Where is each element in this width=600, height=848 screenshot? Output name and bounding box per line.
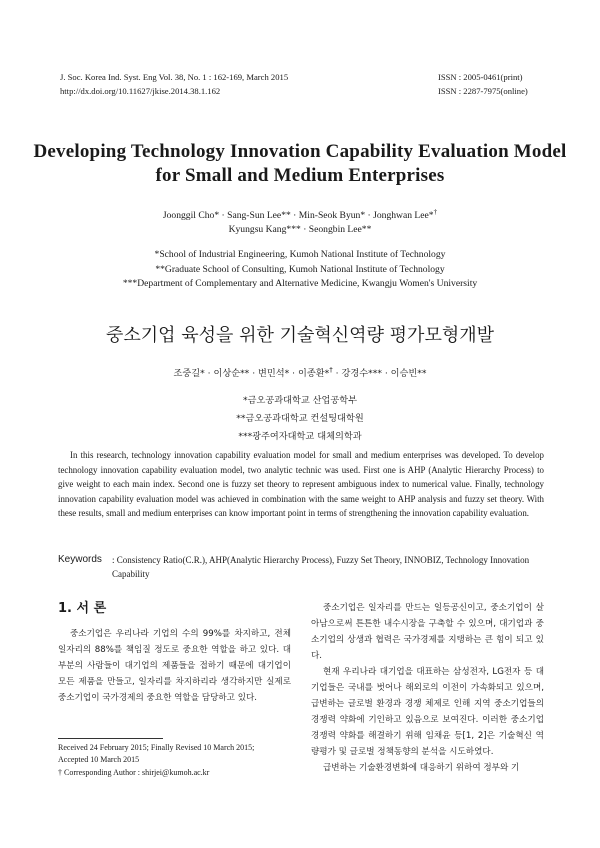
- doi-link[interactable]: http://dx.doi.org/10.11627/jkise.2014.38.1.162: [60, 86, 221, 96]
- corresponding-author: [58, 767, 298, 779]
- keywords-label: Keywords: [58, 554, 102, 565]
- paper-title-korean: 중소기업 육성을 위한 기술혁신역량 평가모형개발: [105, 325, 495, 346]
- intro-paragraph-2: 중소기업은 일자리를 만드는 일등공신이고, 중소기업이 살아남으로써 튼튼한 내수시장을 구축할 수 있으며, 대기업과 중소기업의 상생과 협력은 국가경제를 지탱하는 큰 힘이 되고 있다.: [311, 603, 544, 661]
- intro-paragraph-3: 현재 우리나라 대기업을 대표하는 삼성전자, LG전자 등 대기업들은 국내를 벗어나 해외로의 이전이 가속화되고 있으며, 급변하는 글로벌 환경과 경쟁 체제로 인해 지역 중소기업들의 경쟁력 약화에 기인하고 있음으로 보여진다. 이러한 중소기업 경쟁력 약화를 해결하기 위해 임채윤 등[1, 2]은 기술혁신 역량평가 및 글로벌 정책동향의 분석을 시도하였다.: [311, 667, 544, 757]
- journal-citation: J. Soc. Korea Ind. Syst. Eng Vol. 38, No. 1 : 162-169, March 2015: [60, 72, 289, 82]
- abstract: In this research, technology innovation capability evaluation model for small and medium enterprises was developed. To develop technology innovation capability evaluation model, two analytic technic was used. First one is AHP (Analytic Hierarchy Process) to give weight to each main index. Second one is fuzzy set theory to represent ambiguous index to numerical value. Finally, technology innovation capability evaluation model was achieved in combination with the same weight to AHP analysis and fuzzy set theory. With these results, small and medium enterprises can know important point in terms of strengthening the innovation capability evaluation.: [58, 450, 544, 519]
- korean-corresponding-mark: †: [329, 366, 333, 374]
- author-line-1: [40, 205, 560, 223]
- korean-authors-2: · 강경수*** · 이승빈**: [332, 368, 427, 380]
- dagger-mark: †: [58, 767, 62, 777]
- journal-header-left: [60, 70, 288, 98]
- intro-paragraph-4: 급변하는 기술환경변화에 대응하기 위하여 정부와 기: [323, 763, 520, 773]
- title-line-2: for Small and Medium Enterprises: [155, 165, 445, 186]
- korean-affiliation-2: **금오공과대학교 컨설팅대학원: [236, 413, 364, 424]
- korean-affiliation-3: ***광주여자대학교 대체의학과: [238, 431, 362, 442]
- title-line-1: Developing Technology Innovation Capability Evaluation Model: [33, 141, 567, 162]
- korean-affiliation-1: *금오공과대학교 산업공학부: [242, 395, 357, 406]
- journal-header-right: [438, 70, 528, 98]
- corresponding-mark: †: [433, 208, 438, 216]
- affiliation-3: ***Department of Complementary and Alternative Medicine, Kwangju Women's University: [122, 278, 478, 289]
- accepted-date: Accepted 10 March 2015: [58, 755, 140, 765]
- author-line-2: Kyungsu Kang*** · Seongbin Lee**: [228, 224, 372, 236]
- intro-paragraph-1: 중소기업은 우리나라 기업의 수의 99%를 차지하고, 전체 일자리의 88%를 책임질 정도로 중요한 역할을 하고 있다. 대부분의 사람들이 대기업의 제품들을 접하기 때문에 대기업이 모든 제품을 만들고, 일자리를 차지하리라 생각하지만 실제로 중소기업이 국가경제의 중요한 역할을 담당하고 있다.: [58, 629, 291, 703]
- issn-online: ISSN : 2287-7975(online): [438, 86, 528, 96]
- paper-title-english: [30, 140, 570, 188]
- author-list-english: [40, 205, 560, 237]
- footnote-divider: [58, 738, 163, 739]
- footnote: [58, 742, 298, 779]
- keywords-list: : Consistency Ratio(C.R.), AHP(Analytic Hierarchy Process), Fuzzy Set Theory, INNOBIZ, Technology Innovation Capability: [112, 555, 530, 579]
- issn-print: ISSN : 2005-0461(print): [438, 72, 523, 82]
- section-heading-introduction: 1. 서 론: [58, 601, 107, 616]
- received-date: Received 24 February 2015; Finally Revised 10 March 2015;: [58, 743, 255, 752]
- affiliation-1: *School of Industrial Engineering, Kumoh National Institute of Technology: [154, 249, 446, 260]
- author-names-1: Joonggil Cho* · Sang-Sun Lee** · Min-Seok Byun* · Jonghwan Lee*: [162, 210, 434, 222]
- corresponding-email[interactable]: Corresponding Author : shirjei@kumoh.ac.kr: [62, 767, 210, 777]
- affiliation-2: **Graduate School of Consulting, Kumoh National Institute of Technology: [155, 263, 445, 275]
- affiliations-english: [40, 248, 560, 292]
- body-column-left: [58, 600, 291, 706]
- affiliations-korean: [40, 392, 560, 446]
- author-list-korean: [40, 363, 560, 381]
- korean-authors-1: 조중길* · 이상순** · 변민석* · 이종환*: [173, 368, 330, 380]
- body-column-right: [311, 600, 544, 776]
